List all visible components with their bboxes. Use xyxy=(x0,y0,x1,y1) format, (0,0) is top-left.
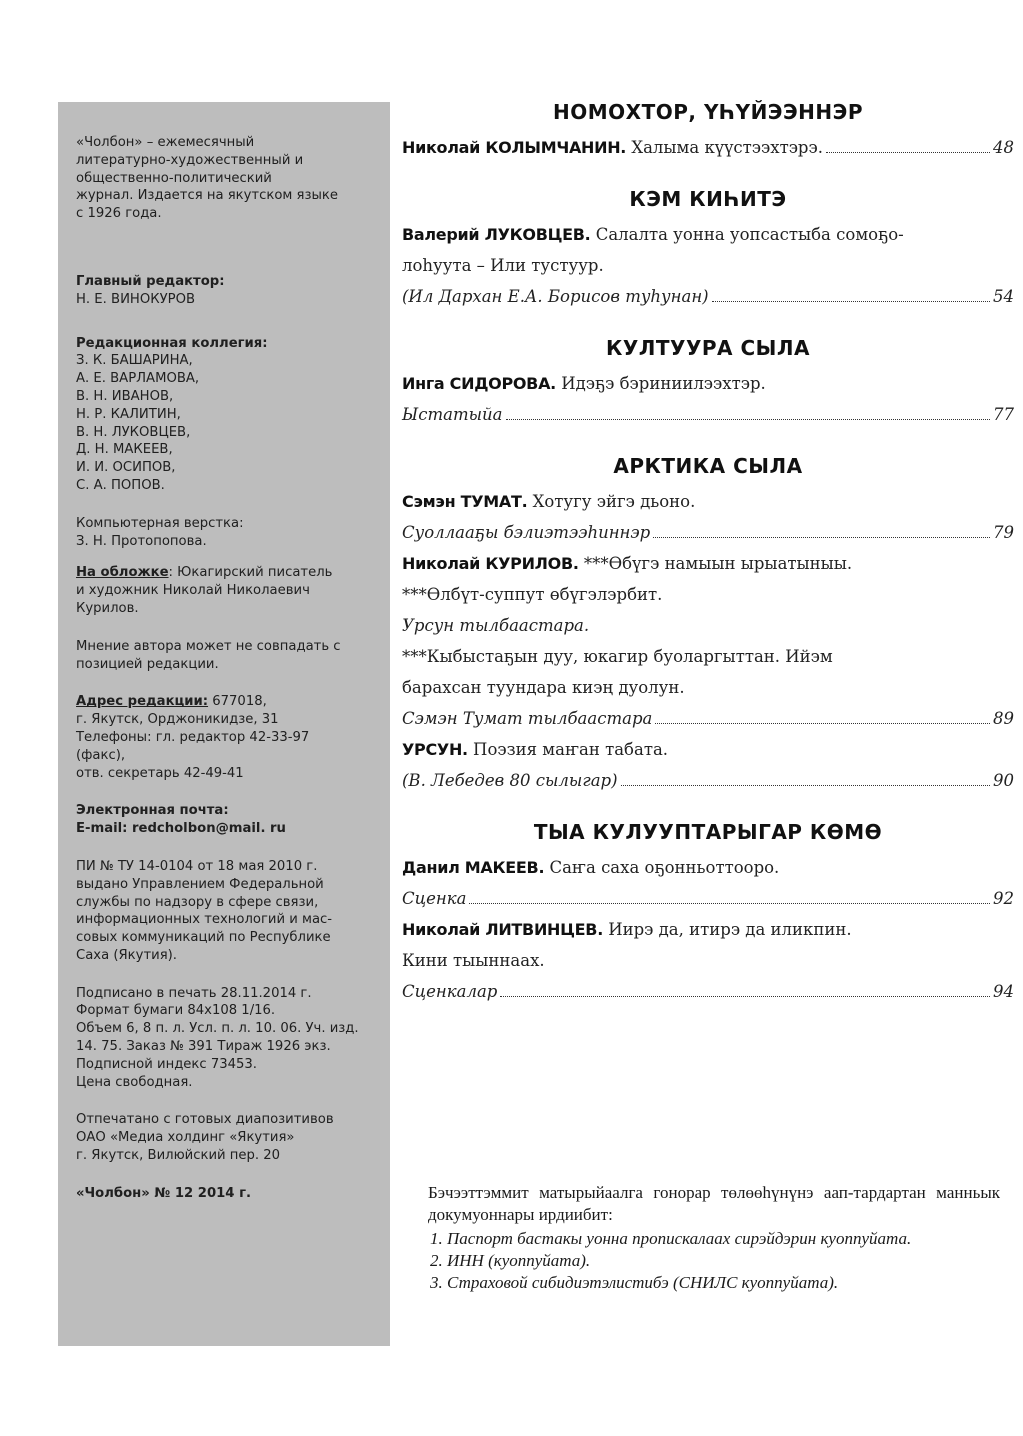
toc-entry[interactable] xyxy=(402,517,1014,548)
editorial-board xyxy=(76,335,376,495)
entry-author: Сэмэн ТУМАТ. xyxy=(402,492,528,511)
print-line: Подписано в печать 28.11.2014 г. xyxy=(76,985,312,1001)
printed-line: г. Якутск, Вилюйский пер. 20 xyxy=(76,1148,281,1164)
entry-subtitle: Сэмэн Тумат тылбаастара xyxy=(402,709,653,728)
entry-author: Валерий ЛУКОВЦЕВ. xyxy=(402,225,591,244)
printed-by xyxy=(76,1111,376,1164)
list-item: 1. Паспорт бастакы уонна пропискалаах сирэйдэрин куоппуйата. xyxy=(430,1229,912,1248)
entry-subtitle: Суоллааҕы бэлиэтээһиннэр xyxy=(402,523,651,542)
toc-entry-line xyxy=(402,734,1014,765)
board-member: В. Н. ЛУКОВЦЕВ, xyxy=(76,424,191,440)
toc-section xyxy=(402,820,1014,1007)
print-line: Формат бумаги 84х108 1/16. xyxy=(76,1003,276,1019)
entry-title: лоһуута – Или тустуур. xyxy=(402,256,604,275)
printed-line: ОАО «Медиа холдинг «Якутия» xyxy=(76,1130,295,1146)
toc-entry-line xyxy=(402,852,1014,883)
toc-entry[interactable] xyxy=(402,399,1014,430)
entry-title: ***Өбүгэ намыын ырыатыныы. xyxy=(578,554,853,573)
license-line: выдано Управлением Федеральной xyxy=(76,876,324,892)
entry-title: Идэҕэ бэриниилээхтэр. xyxy=(555,374,766,393)
honorarium-notice xyxy=(428,1182,1000,1294)
board-member: В. Н. ИВАНОВ, xyxy=(76,388,174,404)
license-line: службы по надзору в сфере связи, xyxy=(76,894,319,910)
entry-author: Инга СИДОРОВА. xyxy=(402,374,556,393)
entry-author: Николай КОЛЫМЧАНИН. xyxy=(402,138,627,157)
printed-line: Отпечатано с готовых диапозитивов xyxy=(76,1112,334,1128)
toc-entry[interactable] xyxy=(402,883,1014,914)
email-block xyxy=(76,802,376,838)
address-text: отв. секретарь 42-49-41 xyxy=(76,765,244,781)
entry-title: Поэзия маҥан табата. xyxy=(467,740,669,759)
cover-label: На обложке xyxy=(76,565,169,581)
required-documents-list xyxy=(428,1228,1000,1294)
dot-leader xyxy=(655,723,990,724)
entry-page: 89 xyxy=(993,709,1014,728)
cover-text: : Юкагирский писатель xyxy=(168,565,333,581)
about-line: общественно-политический xyxy=(76,170,272,186)
chief-editor xyxy=(76,273,376,309)
address-text: (факс), xyxy=(76,747,126,763)
entry-page: 77 xyxy=(993,405,1014,424)
entry-subtitle: (Ил Дархан Е.А. Борисов туһунан) xyxy=(402,287,709,306)
entry-title: барахсан туундара киэң дуолун. xyxy=(402,678,685,697)
editor-label: Главный редактор: xyxy=(76,273,225,289)
opinion-line: позицией редакции. xyxy=(76,656,219,672)
dot-leader xyxy=(469,903,990,904)
journal-about xyxy=(76,134,376,223)
toc-entry-line xyxy=(402,486,1014,517)
board-label: Редакционная коллегия: xyxy=(76,335,268,351)
cover-text: и художник Николай Николаевич xyxy=(76,583,310,599)
address-label: Адрес редакции: xyxy=(76,694,209,710)
about-line: с 1926 года. xyxy=(76,206,162,222)
list-item: 2. ИНН (куоппуйата). xyxy=(430,1251,591,1270)
board-member: Д. Н. МАКЕЕВ, xyxy=(76,442,173,458)
toc-section xyxy=(402,187,1014,312)
board-member: Н. Р. КАЛИТИН, xyxy=(76,406,181,422)
entry-author: Данил МАКЕЕВ. xyxy=(402,858,545,877)
print-line: 14. 75. Заказ № 391 Тираж 1926 экз. xyxy=(76,1039,331,1055)
dot-leader xyxy=(653,537,990,538)
address-text: 677018, xyxy=(208,694,267,710)
address-text: Телефоны: гл. редактор 42-33-97 xyxy=(76,729,310,745)
entry-title: Иирэ да, итирэ да иликпин. xyxy=(602,920,852,939)
dot-leader xyxy=(826,152,990,153)
entry-title: Халыма күүстээхтэрэ. xyxy=(626,138,823,157)
license-line: информационных технологий и мас- xyxy=(76,912,333,928)
entry-page: 94 xyxy=(993,982,1014,1001)
about-line: журнал. Издается на якутском языке xyxy=(76,188,338,204)
section-title: НОМОХТОР, ҮҺҮЙЭЭННЭР xyxy=(553,100,863,124)
entry-title: Хотугу эйгэ дьоно. xyxy=(527,492,696,511)
license-line: Саха (Якутия). xyxy=(76,947,177,963)
toc-entry[interactable] xyxy=(402,703,1014,734)
toc-section xyxy=(402,336,1014,430)
about-line: литературно-художественный и xyxy=(76,152,304,168)
layout-credit xyxy=(76,515,376,551)
toc-entry[interactable] xyxy=(402,765,1014,796)
list-item: 3. Страховой сибидиэтэлистибэ (СНИЛС куоппуйата). xyxy=(430,1273,839,1292)
entry-subtitle: Сценка xyxy=(402,889,467,908)
board-member: З. К. БАШАРИНА, xyxy=(76,353,193,369)
entry-subtitle: Урсун тылбаастара. xyxy=(402,616,590,635)
entry-title: ***Кыбыстаҕын дуу, юкагир буоларгыттан. Ийэм xyxy=(402,647,833,666)
email-address: E-mail: redcholbon@mail. ru xyxy=(76,821,286,837)
toc-section xyxy=(402,100,1014,163)
entry-subtitle: Ыстатыйа xyxy=(402,405,503,424)
section-title: КЭМ КИҺИТЭ xyxy=(629,187,787,211)
license-line: ПИ № ТУ 14-0104 от 18 мая 2010 г. xyxy=(76,858,318,874)
editorial-address xyxy=(76,693,376,782)
layout-name: З. Н. Протопопова. xyxy=(76,533,207,549)
entry-title: Салалта уонна уопсастыба сомоҕо- xyxy=(590,225,904,244)
print-line: Объем 6, 8 п. л. Усл. п. л. 10. 06. Уч. изд. xyxy=(76,1021,359,1037)
entry-author: Николай КУРИЛОВ. xyxy=(402,554,579,573)
print-line: Подписной индекс 73453. xyxy=(76,1056,257,1072)
section-title: ТЫА КУЛУУПТАРЫГАР КӨМӨ xyxy=(533,820,883,844)
entry-title: Кини тыыннаах. xyxy=(402,951,545,970)
toc-entry-line xyxy=(402,368,1014,399)
board-member: А. Е. ВАРЛАМОВА, xyxy=(76,371,200,387)
license-line: совых коммуникаций по Республике xyxy=(76,930,331,946)
license-block xyxy=(76,858,376,965)
cover-credit xyxy=(76,564,376,617)
address-text: г. Якутск, Орджоникидзе, 31 xyxy=(76,712,279,728)
section-title: КУЛТУУРА СЫЛА xyxy=(606,336,810,360)
toc-entry[interactable] xyxy=(402,976,1014,1007)
email-label: Электронная почта: xyxy=(76,803,229,819)
board-member: И. И. ОСИПОВ, xyxy=(76,460,176,476)
entry-title: Саҥа саха оҕонньоттоoро. xyxy=(544,858,780,877)
issue-number: «Чолбон» № 12 2014 г. xyxy=(76,1185,251,1201)
entry-author: Николай ЛИТВИНЦЕВ. xyxy=(402,920,603,939)
cover-text: Курилов. xyxy=(76,600,139,616)
dot-leader xyxy=(500,996,990,997)
toc-entry[interactable] xyxy=(402,281,1014,312)
entry-subtitle: (В. Лебедев 80 сылыгар) xyxy=(402,771,618,790)
about-line: «Чолбон» – ежемесячный xyxy=(76,135,255,150)
entry-page: 48 xyxy=(993,138,1014,157)
dot-leader xyxy=(712,301,990,302)
opinion-line: Мнение автора может не совпадать с xyxy=(76,638,341,654)
entry-page: 90 xyxy=(993,771,1014,790)
notice-intro: Бэчээттэммит матырыйаалга гонорар төлөөһүнүнэ аап-тардартан манньык докумуоннары ирдиибит: xyxy=(428,1183,1000,1224)
toc-section xyxy=(402,454,1014,796)
entry-page: 54 xyxy=(993,287,1014,306)
entry-title: ***Өлбүт-суппут өбүгэлэрбит. xyxy=(402,585,663,604)
entry-subtitle: Сценкалар xyxy=(402,982,498,1001)
toc-entry-line xyxy=(402,914,1014,945)
toc-entry-line xyxy=(402,548,1014,579)
dot-leader xyxy=(506,419,990,420)
entry-page: 92 xyxy=(993,889,1014,908)
dot-leader xyxy=(621,785,990,786)
print-line: Цена свободная. xyxy=(76,1074,193,1090)
toc-entry-line xyxy=(402,219,1014,250)
editor-name: Н. Е. ВИНОКУРОВ xyxy=(76,291,196,307)
section-title: АРКТИКА СЫЛА xyxy=(613,454,803,478)
board-member: С. А. ПОПОВ. xyxy=(76,477,165,493)
opinion-disclaimer xyxy=(76,638,376,674)
entry-page: 79 xyxy=(993,523,1014,542)
layout-label: Компьютерная верстка: xyxy=(76,515,244,531)
print-info xyxy=(76,985,376,1092)
entry-author: УРСУН. xyxy=(402,740,468,759)
imprint-panel xyxy=(58,102,390,1346)
toc-entry[interactable] xyxy=(402,132,1014,163)
table-of-contents xyxy=(402,100,1014,1031)
